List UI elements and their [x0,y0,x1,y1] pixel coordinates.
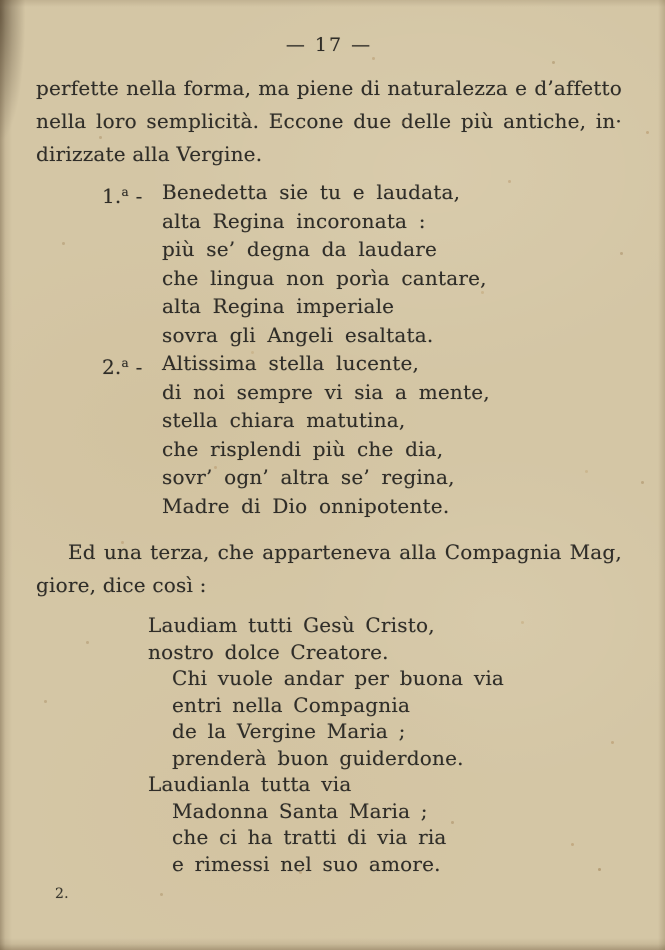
page-edge-shadow-bottom [0,938,665,950]
verse-line: sovr’ ogn’ altra se’ regina, [162,465,455,489]
stanza-ordinal-sup: a [121,185,129,199]
signature-mark: 2. [55,886,69,902]
page-number: — 17 — [285,34,373,56]
verse-line: de la Vergine Maria ; [172,719,406,743]
text-line: giore, dice così : [36,573,207,597]
verse-line: di noi sempre vi sia a mente, [162,379,490,404]
stanza-1-marker [102,178,143,211]
paragraph-connector [36,536,622,602]
page-edge-shadow-right [658,0,665,950]
verse-line: Laudiam tutti Gesù Cristo, [148,613,435,637]
verse-line: Laudianla tutta via [148,772,352,796]
stanza-dash: - [135,355,143,379]
verse-text: Altissima stella lucente, [162,351,420,375]
verse-line: entri nella Compagnia [172,692,411,717]
page-gutter-shadow [0,0,30,170]
verse-line: Chi vuole andar per buona via [172,666,505,690]
verse-line [102,178,487,208]
page-edge-shadow-left [0,0,12,950]
paragraph-intro [36,72,622,171]
stanza-dash: - [135,184,143,208]
verse-line: che ci ha tratti di via ria [172,825,447,849]
verse-line: e rimessi nel suo amore. [172,851,441,876]
text-line: perfette nella forma, ma piene di naturalezza e d’affetto [36,76,622,100]
stanza-2 [102,349,490,520]
verse-line: Madre di Dio onnipotente. [162,493,450,518]
stanza-number: 1. [102,184,122,208]
stanza-2-marker [102,349,143,382]
page-edge-shadow-top [0,0,665,7]
stanza-number: 2. [102,355,122,379]
paper-speckles [0,0,3,3]
verse-line: stella chiara matutina, [162,408,406,432]
verse-line: che lingua non porìa cantare, [162,265,487,290]
text-line: nella loro semplicità. Eccone due delle più antiche, in· [36,109,622,133]
text-line: dirizzate alla Vergine. [36,142,263,166]
verse-text: Benedetta sie tu e laudata, [162,180,461,204]
text-line: Ed una terza, che apparteneva alla Compagnia Mag, [68,540,622,564]
verse-line: alta Regina imperiale [162,294,395,318]
verse-line: più se’ degna da laudare [162,237,438,261]
verse-line: che risplendi più che dia, [162,436,444,461]
verse-line: Madonna Santa Maria ; [172,798,428,823]
verse-line: nostro dolce Creatore. [148,639,389,664]
stanza-ordinal-sup: a [121,356,129,370]
verse-line: prenderà buon guiderdone. [172,745,464,770]
verse-line: sovra gli Angeli esaltata. [162,322,434,347]
stanza-1 [102,178,487,349]
verse-line: alta Regina incoronata : [162,208,426,233]
lauda-poem [148,612,504,877]
verse-line [102,349,490,379]
